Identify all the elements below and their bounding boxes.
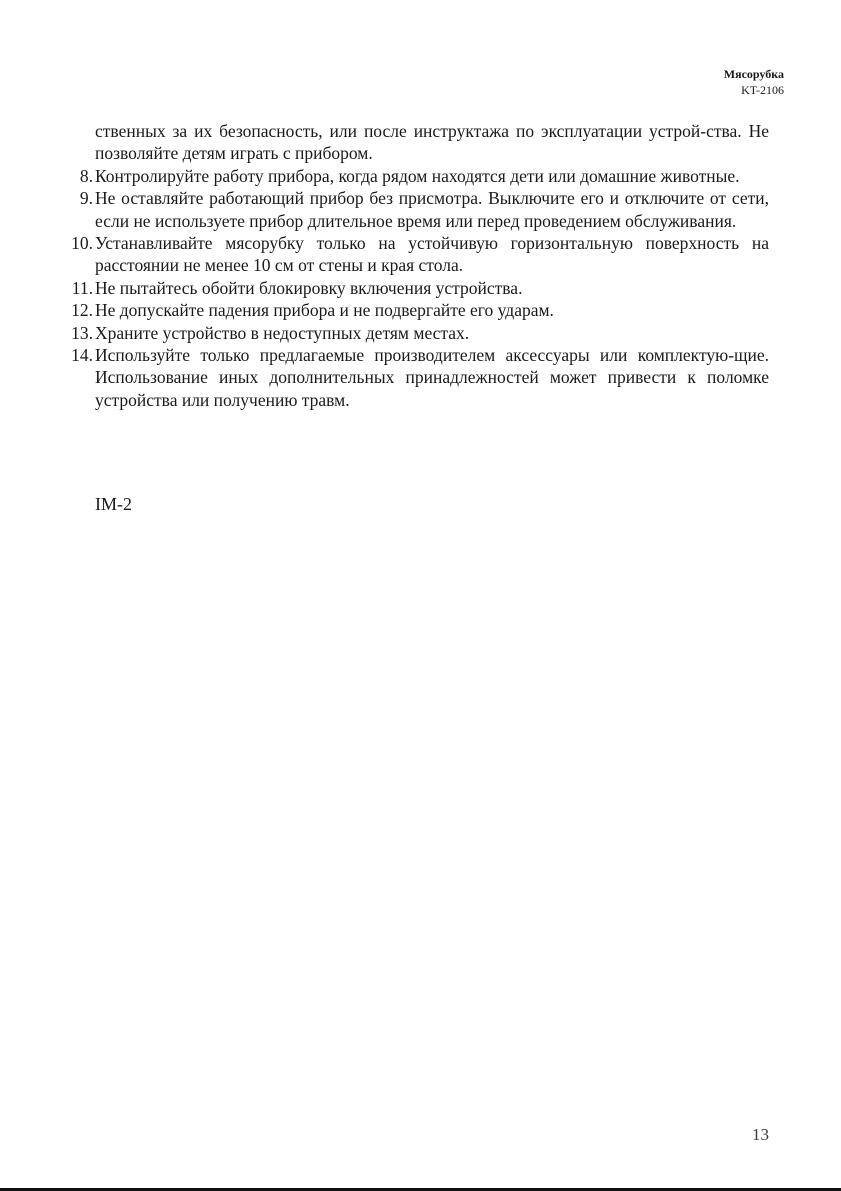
item-number: 14. xyxy=(71,345,93,366)
model-number: KT-2106 xyxy=(741,83,784,97)
list-item xyxy=(71,322,769,344)
item-number: 9. xyxy=(79,188,93,209)
list-item xyxy=(71,299,769,321)
item-text: Устанавливайте мясорубку только на устойчивую горизонтальную поверхность на расстоянии не менее 10 см от стены и края стола. xyxy=(95,233,769,276)
item-text: Не оставляйте работающий прибор без присмотра. Выключите его и отключите от сети, если не используете прибор длительное время или перед проведением обслуживания. xyxy=(95,188,769,231)
item-number: 11. xyxy=(71,277,93,298)
item-number: 10. xyxy=(71,233,93,254)
list-item xyxy=(71,232,769,277)
product-name: Мясорубка xyxy=(723,67,784,81)
instructions-text xyxy=(71,120,769,411)
list-item xyxy=(79,165,769,187)
item-text: Храните устройство в недоступных детям местах. xyxy=(95,322,470,343)
page-number: 13 xyxy=(752,1125,769,1144)
item-number: 8. xyxy=(79,165,93,186)
list-item xyxy=(71,277,769,299)
item-text: Не пытайтесь обойти блокировку включения устройства. xyxy=(95,277,523,298)
list-item xyxy=(71,344,769,411)
list-item xyxy=(79,187,769,232)
item-number: 12. xyxy=(71,300,93,321)
continuation-paragraph: ственных за их безопасность, или после инструктажа по эксплуатации устрой-ства. Не позволяйте детям играть с прибором. xyxy=(95,121,769,164)
item-number: 13. xyxy=(71,322,93,343)
item-text: Используйте только предлагаемые производителем аксессуары или комплектую-щие. Использование иных дополнительных принадлежностей может привести к поломке устройства или получению травм. xyxy=(95,345,769,410)
page-header xyxy=(724,66,784,98)
item-text: Не допускайте падения прибора и не подвергайте его ударам. xyxy=(95,300,554,321)
item-text: Контролируйте работу прибора, когда рядом находятся дети или домашние животные. xyxy=(95,165,740,186)
document-code: IM-2 xyxy=(95,494,132,514)
